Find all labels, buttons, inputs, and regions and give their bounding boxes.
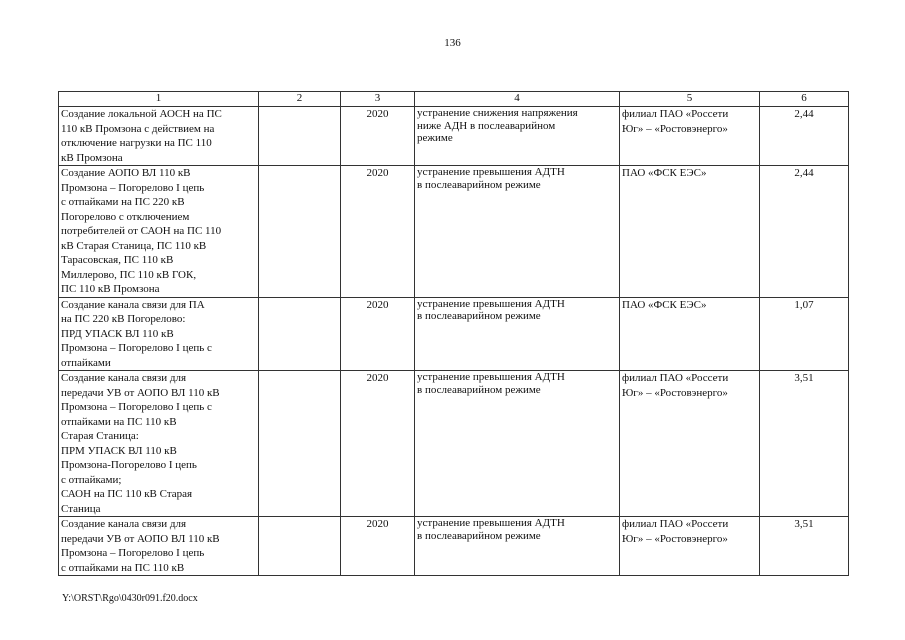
measure-line: отпайками: [61, 356, 111, 369]
column-header: 6: [760, 92, 849, 107]
purpose-line: устранение превышения АДТН: [417, 297, 565, 310]
owner-line: филиал ПАО «Россети: [622, 518, 729, 530]
measure-line: кВ Старая Станица, ПС 110 кВ: [61, 239, 207, 252]
owner-line: ПАО «ФСК ЕЭС»: [622, 167, 707, 179]
measure-line: Тарасовская, ПС 110 кВ: [61, 254, 174, 266]
purpose-line: устранение превышения АДТН: [417, 371, 565, 383]
table-row: [59, 517, 849, 576]
owner-line: Юг» – «Ростовэнерго»: [622, 386, 728, 399]
purpose-line: устранение превышения АДТН: [417, 166, 565, 178]
measure-line: ПРД УПАСК ВЛ 110 кВ: [61, 327, 174, 340]
year-cell: 2020: [341, 517, 415, 576]
measure-line: с отпайками;: [61, 473, 122, 486]
cost-cell: 2,44: [760, 166, 849, 298]
measure-line: потребителей от САОН на ПС 110: [61, 225, 222, 237]
owner-cell: [620, 107, 760, 166]
measure-line: ПС 110 кВ Промзона: [61, 283, 160, 295]
page-number: 136: [444, 37, 461, 49]
measure-line: передачи УВ от АОПО ВЛ 110 кВ: [61, 386, 220, 399]
measure-line: Создание локальной АОСН на ПС: [61, 108, 222, 120]
measure-line: Промзона – Погорелово I цепь с: [61, 342, 212, 354]
table-row: [59, 297, 849, 371]
owner-line: Юг» – «Ростовэнерго»: [622, 532, 728, 545]
purpose-line: ниже АДН в послеаварийном: [417, 119, 556, 132]
cost-cell: 3,51: [760, 371, 849, 517]
year-cell: 2020: [341, 107, 415, 166]
column-header: 2: [259, 92, 341, 107]
measure-line: Создание канала связи для: [61, 372, 187, 384]
measure-line: Создание АОПО ВЛ 110 кВ: [61, 167, 191, 179]
purpose-cell: [415, 517, 620, 576]
measure-cell: [59, 371, 259, 517]
purpose-line: в послеаварийном режиме: [417, 310, 541, 322]
measure-line: с отпайками на ПС 220 кВ: [61, 196, 185, 208]
purpose-cell: [415, 107, 620, 166]
measure-line: 110 кВ Промзона с действием на: [61, 122, 215, 135]
column-header: 4: [415, 92, 620, 107]
measures-table: [58, 91, 849, 576]
purpose-line: в послеаварийном режиме: [417, 529, 541, 542]
owner-cell: [620, 297, 760, 371]
year-cell: 2020: [341, 371, 415, 517]
measure-cell: [59, 166, 259, 298]
year-cell: 2020: [341, 297, 415, 371]
measure-line: Промзона-Погорелово I цепь: [61, 459, 197, 471]
measure-line: Промзона – Погорелово I цепь с: [61, 401, 212, 413]
year-cell: 2020: [341, 166, 415, 298]
measure-line: отпайками на ПС 110 кВ: [61, 415, 177, 428]
footer-file-path: Y:\ORST\Rgo\0430r091.f20.docx: [62, 593, 198, 604]
purpose-line: устранение превышения АДТН: [417, 517, 565, 529]
purpose-line: в послеаварийном режиме: [417, 383, 541, 396]
col2-cell: [259, 166, 341, 298]
measure-line: на ПС 220 кВ Погорелово:: [61, 313, 186, 325]
col2-cell: [259, 517, 341, 576]
measure-line: Промзона – Погорелово I цепь: [61, 547, 205, 559]
table-row: [59, 107, 849, 166]
cost-cell: 1,07: [760, 297, 849, 371]
measure-line: Станица: [61, 502, 101, 515]
column-header: 1: [59, 92, 259, 107]
measure-line: САОН на ПС 110 кВ Старая: [61, 488, 193, 500]
col2-cell: [259, 297, 341, 371]
owner-line: филиал ПАО «Россети: [622, 372, 729, 384]
cost-cell: 2,44: [760, 107, 849, 166]
table-row: [59, 166, 849, 298]
measure-line: Промзона – Погорелово I цепь: [61, 181, 205, 194]
purpose-cell: [415, 166, 620, 298]
owner-line: ПАО «ФСК ЕЭС»: [622, 298, 707, 311]
column-header: 5: [620, 92, 760, 107]
measure-line: ПРМ УПАСК ВЛ 110 кВ: [61, 444, 177, 457]
purpose-cell: [415, 371, 620, 517]
cost-cell: 3,51: [760, 517, 849, 576]
measure-line: передачи УВ от АОПО ВЛ 110 кВ: [61, 532, 220, 545]
measure-line: кВ Промзона: [61, 151, 123, 164]
table-header-row: [59, 92, 849, 107]
owner-cell: [620, 517, 760, 576]
table-row: [59, 371, 849, 517]
owner-line: Юг» – «Ростовэнерго»: [622, 122, 728, 135]
measure-line: Создание канала связи для ПА: [61, 298, 205, 311]
measure-line: отключение нагрузки на ПС 110: [61, 137, 212, 149]
measure-line: Создание канала связи для: [61, 518, 187, 530]
measure-line: с отпайками на ПС 110 кВ: [61, 561, 185, 574]
column-header: 3: [341, 92, 415, 107]
owner-cell: [620, 371, 760, 517]
measure-line: Старая Станица:: [61, 430, 139, 442]
measure-cell: [59, 297, 259, 371]
measure-line: Погорелово с отключением: [61, 210, 190, 223]
measure-cell: [59, 107, 259, 166]
purpose-cell: [415, 297, 620, 371]
col2-cell: [259, 371, 341, 517]
purpose-line: устранение снижения напряжения: [417, 107, 578, 119]
measure-line: Миллерово, ПС 110 кВ ГОК,: [61, 268, 197, 281]
measure-cell: [59, 517, 259, 576]
purpose-line: в послеаварийном режиме: [417, 178, 541, 191]
owner-line: филиал ПАО «Россети: [622, 108, 729, 120]
owner-cell: [620, 166, 760, 298]
purpose-line: режиме: [417, 132, 453, 144]
col2-cell: [259, 107, 341, 166]
